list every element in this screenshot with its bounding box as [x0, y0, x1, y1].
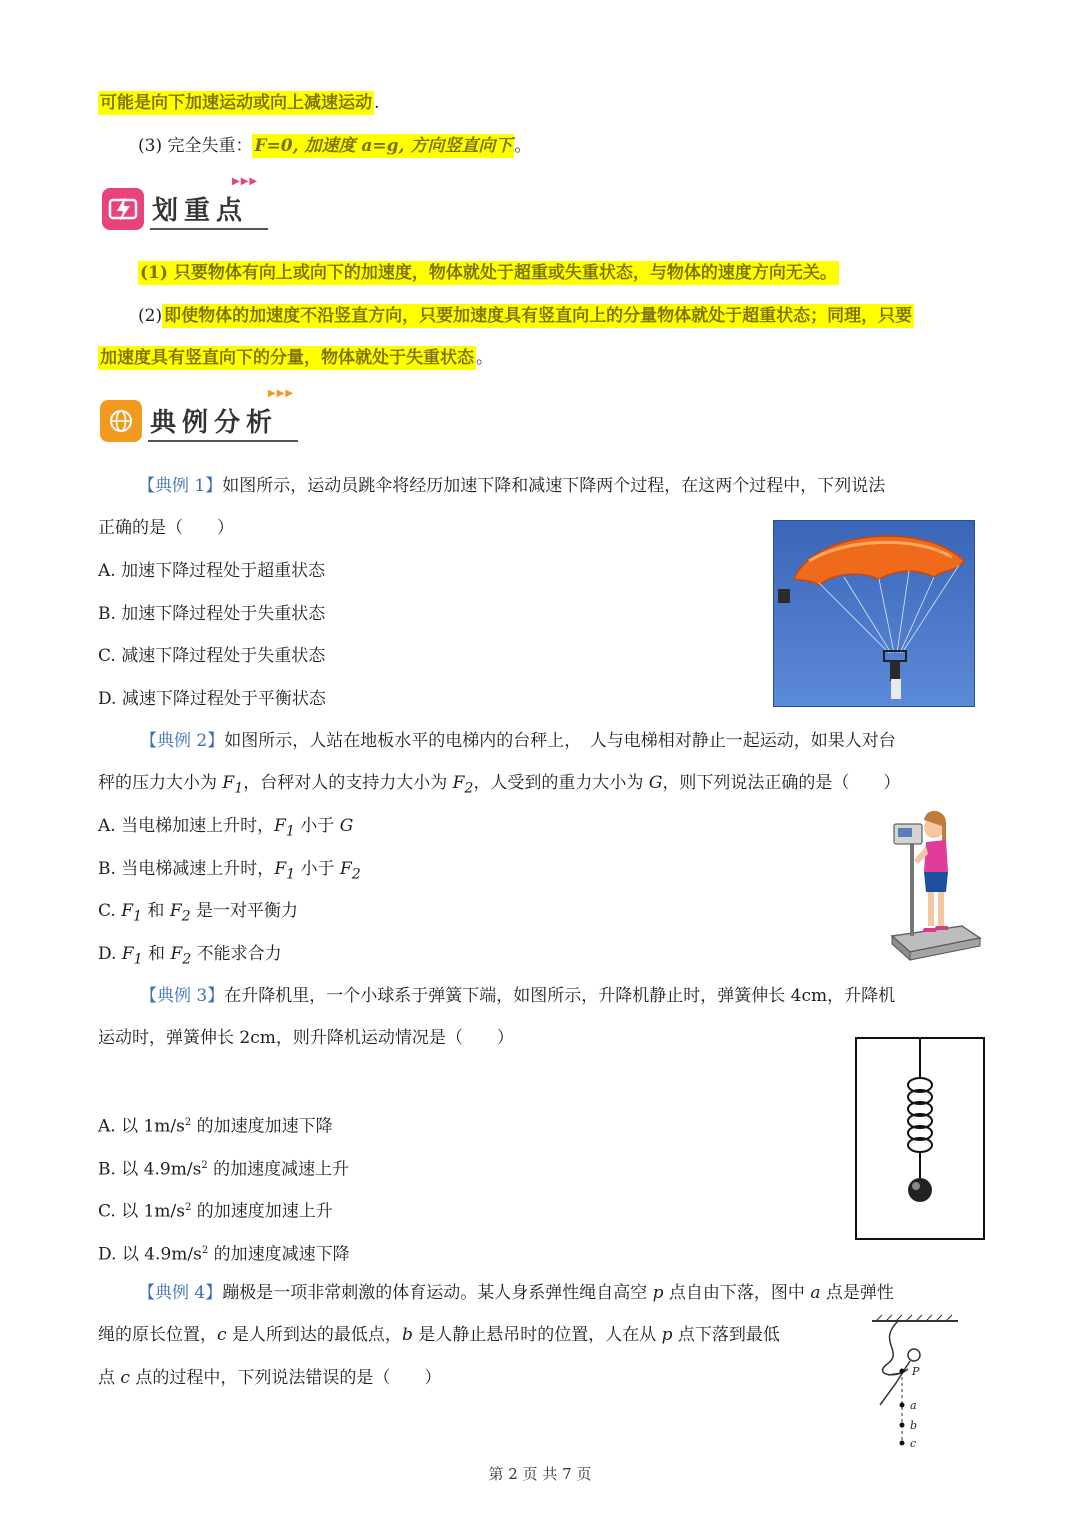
text-line: 运动时，弹簧伸长 2cm，则升降机运动情况是（ ） — [98, 1028, 514, 1048]
example-tag: 【典例 3】 — [140, 986, 225, 1006]
point-label-b: b — [910, 1419, 918, 1432]
text-line: 绳的原长位置，c 是人所到达的最低点，b 是人静止悬吊时的位置，人在从 p 点下落到最低 — [98, 1325, 780, 1345]
text-line: 点 c 点的过程中，下列说法错误的是（ ） — [98, 1368, 442, 1388]
text-line: (2) 即使物体的加速度不沿竖直方向，只要加速度具有竖直向上的分量物体就处于超重状态；同理，只要 — [138, 306, 913, 326]
option-d: D. 减速下降过程处于平衡状态 — [98, 689, 326, 709]
point-label-c: c — [910, 1437, 917, 1450]
divider — [148, 440, 298, 442]
divider — [150, 228, 268, 230]
highlighted-text: 即使物体的加速度不沿竖直方向，只要加速度具有竖直向上的分量物体就处于超重状态；同理，只要 — [164, 306, 913, 326]
spring-elevator-diagram — [855, 1037, 985, 1240]
highlighted-text: 加速度具有竖直向下的分量，物体就处于失重状态 — [100, 348, 474, 368]
text-line: 正确的是（ ） — [98, 518, 234, 538]
text-line: 【典例 2】如图所示，人站在地板水平的电梯内的台秤上， 人与电梯相对静止一起运动，如果人对台 — [140, 731, 896, 751]
option-c: C. 以 $1m/s^2$ 的加速度加速上升 — [98, 1201, 333, 1222]
section-title: 划重点 — [152, 196, 249, 226]
lightning-icon — [102, 188, 144, 230]
highlighted-text: (1) 只要物体有向上或向下的加速度，物体就处于超重或失重状态，与物体的速度方向无关。 — [140, 263, 837, 283]
text-line: 可能是向下加速运动或向上减速运动 . — [100, 93, 380, 113]
parachute-image — [773, 520, 975, 707]
option-a: A. 当电梯加速上升时，$F_1$ 小于 G — [98, 816, 354, 840]
text-line — [138, 260, 839, 286]
page-number: 第 2 页 共 7 页 — [488, 1465, 592, 1483]
highlighted-text: F=0, 加速度 a=g, 方向竖直向下 — [254, 136, 513, 156]
text-line: 【典例 1】如图所示，运动员跳伞将经历加速下降和减速下降两个过程，在这两个过程中，下列说法 — [138, 476, 886, 496]
point-label-p: P — [912, 1365, 920, 1378]
highlighted-text: 可能是向下加速运动或向上减速运动 — [100, 93, 372, 113]
text-line: (3) 完全失重： F=0, 加速度 a=g, 方向竖直向下 。 — [138, 136, 532, 156]
option-b: B. 加速下降过程处于失重状态 — [98, 604, 326, 624]
option-d: D. $F_1$ 和 $F_2$ 不能求合力 — [98, 944, 282, 968]
option-b: B. 以 $4.9m/s^2$ 的加速度减速上升 — [98, 1159, 350, 1180]
text-line: 秤的压力大小为 $F_1$，台秤对人的支持力大小为 $F_2$，人受到的重力大小为 G，则下列说法正确的是（ ） — [98, 773, 901, 797]
option-c: C. 减速下降过程处于失重状态 — [98, 646, 326, 666]
text-line: 加速度具有竖直向下的分量，物体就处于失重状态 。 — [100, 348, 493, 368]
example-tag: 【典例 1】 — [138, 476, 223, 496]
option-c: C. $F_1$ 和 $F_2$ 是一对平衡力 — [98, 901, 299, 925]
option-a: A. 加速下降过程处于超重状态 — [98, 561, 326, 581]
text-line: 【典例 3】在升降机里，一个小球系于弹簧下端，如图所示，升降机静止时，弹簧伸长 4cm，升降机 — [140, 986, 896, 1006]
arrows-icon: ▶▶▶ — [268, 388, 295, 399]
point-label-a: a — [910, 1399, 917, 1412]
option-d: D. 以 $4.9m/s^2$ 的加速度减速下降 — [98, 1244, 350, 1265]
example-tag: 【典例 2】 — [140, 731, 225, 751]
text-line: 【典例 4】蹦极是一项非常刺激的体育运动。某人身系弹性绳自高空 p 点自由下落，图中 a 点是弹性 — [138, 1283, 894, 1303]
bungee-diagram — [866, 1313, 966, 1453]
globe-icon — [100, 400, 142, 442]
person-on-scale-image — [884, 806, 984, 968]
section-header-key-points — [102, 176, 302, 236]
arrows-icon: ▶▶▶ — [232, 176, 259, 187]
section-header-examples — [100, 388, 310, 448]
option-b: B. 当电梯减速上升时，$F_1$ 小于 $F_2$ — [98, 859, 361, 883]
section-title: 典例分析 — [150, 408, 279, 438]
example-tag: 【典例 4】 — [138, 1283, 223, 1303]
option-a: A. 以 $1m/s^2$ 的加速度加速下降 — [98, 1116, 333, 1137]
